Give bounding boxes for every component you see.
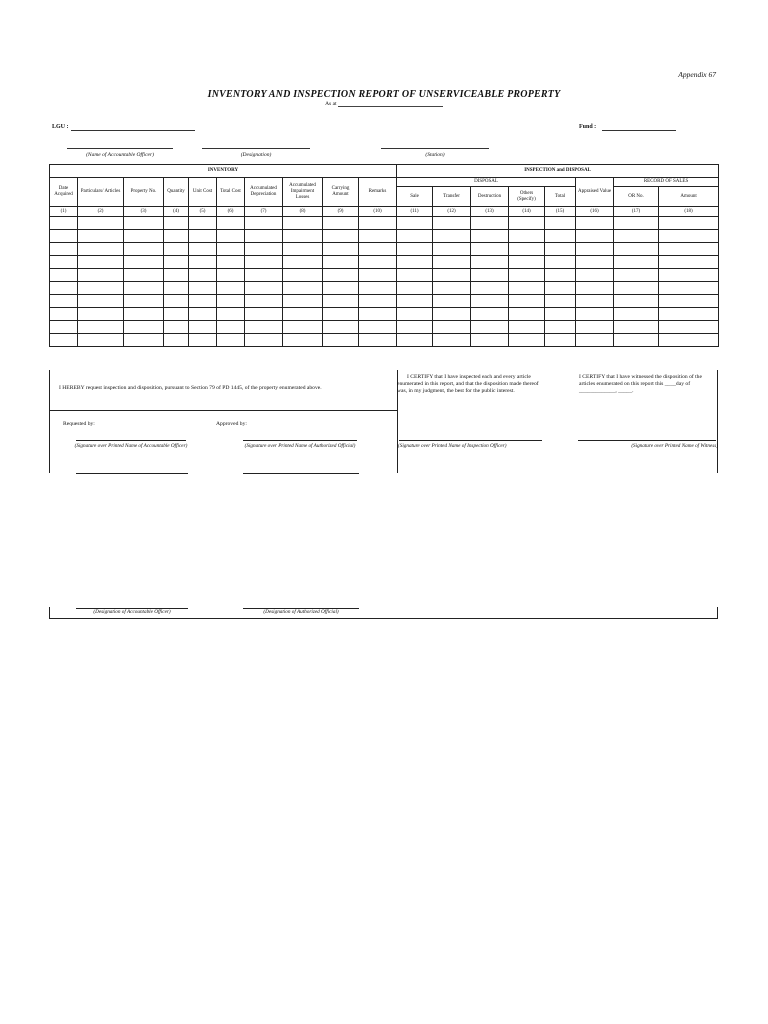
table-cell[interactable] (217, 269, 245, 282)
table-row (50, 295, 719, 308)
col-header: OR No. (614, 187, 659, 207)
table-cell[interactable] (283, 308, 323, 321)
table-cell[interactable] (614, 295, 659, 308)
table-cell[interactable] (323, 269, 359, 282)
col-number: (6) (217, 207, 245, 217)
inspection-disposal-header: INSPECTION and DISPOSAL (397, 165, 719, 178)
table-cell[interactable] (397, 256, 433, 269)
table-cell[interactable] (576, 282, 614, 295)
table-cell[interactable] (189, 217, 217, 230)
column-numbers-row (50, 207, 719, 217)
border-bottom (49, 618, 718, 619)
table-cell[interactable] (471, 256, 509, 269)
appendix-label: Appendix 67 (678, 70, 716, 79)
table-cell[interactable] (164, 308, 189, 321)
col-number: (7) (245, 207, 283, 217)
as-at-line (0, 101, 768, 107)
border-right-bottom (717, 607, 718, 618)
table-cell[interactable] (659, 217, 719, 230)
table-cell[interactable] (78, 269, 124, 282)
table-cell[interactable] (545, 308, 576, 321)
table-cell[interactable] (50, 334, 78, 347)
table-cell[interactable] (545, 334, 576, 347)
table-cell[interactable] (509, 321, 545, 334)
col-number: (10) (359, 207, 397, 217)
lgu-label: LGU : (52, 124, 69, 130)
table-cell[interactable] (359, 217, 397, 230)
table-cell[interactable] (189, 308, 217, 321)
table-cell[interactable] (245, 230, 283, 243)
col-header: Accumulated Impairment Losses (283, 178, 323, 207)
table-cell[interactable] (471, 243, 509, 256)
table-cell[interactable] (545, 217, 576, 230)
table-cell[interactable] (471, 282, 509, 295)
table-cell[interactable] (189, 230, 217, 243)
table-cell[interactable] (433, 217, 471, 230)
table-cell[interactable] (614, 282, 659, 295)
table-cell[interactable] (545, 295, 576, 308)
table-cell[interactable] (576, 269, 614, 282)
table-cell[interactable] (164, 334, 189, 347)
table-cell[interactable] (124, 269, 164, 282)
col-header: Date Acquired (50, 178, 78, 207)
table-cell[interactable] (245, 269, 283, 282)
col-header: Transfer (433, 187, 471, 207)
table-cell[interactable] (614, 308, 659, 321)
table-cell[interactable] (576, 256, 614, 269)
table-cell[interactable] (659, 308, 719, 321)
table-cell[interactable] (359, 334, 397, 347)
table-cell[interactable] (545, 243, 576, 256)
as-at-label: As at (325, 101, 337, 107)
table-cell[interactable] (545, 230, 576, 243)
table-cell[interactable] (283, 334, 323, 347)
table-cell[interactable] (283, 321, 323, 334)
accountable-name-line[interactable] (76, 473, 188, 474)
col-header: Accumulated Depreciation (245, 178, 283, 207)
table-cell[interactable] (164, 269, 189, 282)
table-cell[interactable] (433, 282, 471, 295)
table-cell[interactable] (576, 217, 614, 230)
approved-by-label: Approved by: (216, 421, 247, 427)
table-cell[interactable] (283, 230, 323, 243)
witness-signature-line[interactable] (578, 440, 716, 441)
designation-accountable-caption: (Designation of Accountable Officer) (93, 609, 171, 615)
table-cell[interactable] (659, 243, 719, 256)
table-cell[interactable] (50, 230, 78, 243)
col-number: (2) (78, 207, 124, 217)
table-cell[interactable] (245, 308, 283, 321)
table-cell[interactable] (614, 334, 659, 347)
col-number: (9) (323, 207, 359, 217)
table-cell[interactable] (189, 334, 217, 347)
designation-field[interactable] (202, 142, 310, 149)
table-cell[interactable] (576, 321, 614, 334)
border-left (49, 370, 50, 473)
col-header: Quantity (164, 178, 189, 207)
col-number: (17) (614, 207, 659, 217)
table-cell[interactable] (359, 282, 397, 295)
table-cell[interactable] (509, 230, 545, 243)
disposal-header: DISPOSAL (397, 178, 576, 187)
table-cell[interactable] (50, 282, 78, 295)
table-cell[interactable] (471, 295, 509, 308)
table-cell[interactable] (164, 321, 189, 334)
table-cell[interactable] (614, 269, 659, 282)
table-cell[interactable] (323, 256, 359, 269)
table-cell[interactable] (509, 269, 545, 282)
col-number: (16) (576, 207, 614, 217)
table-cell[interactable] (433, 295, 471, 308)
table-cell[interactable] (124, 334, 164, 347)
col-header: Destruction (471, 187, 509, 207)
table-cell[interactable] (359, 269, 397, 282)
inventory-header: INVENTORY (50, 165, 397, 178)
col-number: (4) (164, 207, 189, 217)
table-cell[interactable] (397, 230, 433, 243)
witness-signature-caption: (Signature over Printed Name of Witness) (631, 443, 718, 449)
table-cell[interactable] (545, 282, 576, 295)
table-cell[interactable] (124, 295, 164, 308)
table-cell[interactable] (359, 295, 397, 308)
table-cell[interactable] (359, 243, 397, 256)
station-caption: (Station) (425, 152, 445, 158)
table-cell[interactable] (576, 243, 614, 256)
border-right (717, 370, 718, 473)
col-number: (13) (471, 207, 509, 217)
fund-field[interactable] (602, 124, 676, 131)
table-cell[interactable] (576, 334, 614, 347)
table-cell[interactable] (217, 282, 245, 295)
table-cell[interactable] (245, 256, 283, 269)
table-cell[interactable] (217, 243, 245, 256)
table-row (50, 282, 719, 295)
col-number: (8) (283, 207, 323, 217)
table-cell[interactable] (614, 230, 659, 243)
table-cell[interactable] (50, 295, 78, 308)
table-cell[interactable] (397, 334, 433, 347)
table-row (50, 321, 719, 334)
table-cell[interactable] (124, 308, 164, 321)
col-header: Carrying Amount (323, 178, 359, 207)
table-cell[interactable] (576, 308, 614, 321)
col-header: Total (545, 187, 576, 207)
table-cell[interactable] (433, 321, 471, 334)
requested-by-label: Requested by: (63, 421, 95, 427)
designation-authorized-caption: (Designation of Authorized Official) (263, 609, 339, 615)
table-cell[interactable] (614, 321, 659, 334)
table-cell[interactable] (323, 308, 359, 321)
table-cell[interactable] (509, 295, 545, 308)
table-row (50, 243, 719, 256)
table-cell[interactable] (359, 230, 397, 243)
table-cell[interactable] (189, 282, 217, 295)
accountable-signature-caption: (Signature over Printed Name of Accountable Officer) (74, 443, 188, 449)
table-cell[interactable] (283, 243, 323, 256)
table-cell[interactable] (78, 282, 124, 295)
inspection-signature-caption: (Signature over Printed Name of Inspection Officer) (398, 443, 507, 449)
inspection-signature-line[interactable] (399, 440, 542, 441)
col-number: (1) (50, 207, 78, 217)
table-cell[interactable] (283, 217, 323, 230)
col-header: Total Cost (217, 178, 245, 207)
col-number: (3) (124, 207, 164, 217)
col-header: Others (Specify) (509, 187, 545, 207)
record-of-sales-header: RECORD OF SALES (614, 178, 719, 187)
as-at-blank[interactable] (338, 101, 443, 107)
table-cell[interactable] (545, 269, 576, 282)
table-cell[interactable] (397, 217, 433, 230)
inventory-table (49, 164, 719, 347)
table-cell[interactable] (217, 334, 245, 347)
table-cell[interactable] (576, 295, 614, 308)
table-cell[interactable] (217, 217, 245, 230)
table-cell[interactable] (164, 243, 189, 256)
divider-horizontal (49, 410, 398, 411)
table-cell[interactable] (283, 256, 323, 269)
table-cell[interactable] (217, 308, 245, 321)
table-cell[interactable] (397, 243, 433, 256)
table-cell[interactable] (50, 217, 78, 230)
table-cell[interactable] (397, 295, 433, 308)
table-cell[interactable] (433, 334, 471, 347)
table-row (50, 269, 719, 282)
table-cell[interactable] (323, 243, 359, 256)
table-row (50, 308, 719, 321)
col-header: Appraised Value (576, 178, 614, 207)
table-cell[interactable] (217, 321, 245, 334)
table-cell[interactable] (323, 282, 359, 295)
table-cell[interactable] (124, 243, 164, 256)
col-number: (5) (189, 207, 217, 217)
col-number: (14) (509, 207, 545, 217)
table-cell[interactable] (124, 230, 164, 243)
table-cell[interactable] (245, 282, 283, 295)
table-cell[interactable] (50, 269, 78, 282)
authorized-signature-line[interactable] (243, 440, 357, 441)
table-cell[interactable] (659, 334, 719, 347)
col-number: (18) (659, 207, 719, 217)
table-cell[interactable] (659, 282, 719, 295)
table-cell[interactable] (433, 243, 471, 256)
table-cell[interactable] (659, 295, 719, 308)
table-cell[interactable] (359, 256, 397, 269)
table-cell[interactable] (189, 295, 217, 308)
table-cell[interactable] (509, 308, 545, 321)
table-cell[interactable] (397, 321, 433, 334)
table-cell[interactable] (614, 243, 659, 256)
table-cell[interactable] (471, 269, 509, 282)
table-cell[interactable] (659, 269, 719, 282)
table-cell[interactable] (245, 334, 283, 347)
report-title: INVENTORY AND INSPECTION REPORT OF UNSERVICEABLE PROPERTY (207, 89, 561, 100)
table-cell[interactable] (433, 256, 471, 269)
table-cell[interactable] (78, 308, 124, 321)
table-cell[interactable] (50, 256, 78, 269)
table-cell[interactable] (509, 334, 545, 347)
table-row (50, 256, 719, 269)
table-cell[interactable] (323, 321, 359, 334)
table-cell[interactable] (359, 321, 397, 334)
table-cell[interactable] (124, 256, 164, 269)
accountable-designation-line[interactable] (76, 608, 188, 609)
col-number: (11) (397, 207, 433, 217)
certification-section (49, 370, 718, 618)
accountable-signature-line[interactable] (76, 440, 186, 441)
table-cell[interactable] (397, 308, 433, 321)
table-cell[interactable] (78, 217, 124, 230)
table-cell[interactable] (50, 243, 78, 256)
table-cell[interactable] (124, 282, 164, 295)
table-cell[interactable] (323, 334, 359, 347)
table-cell[interactable] (245, 295, 283, 308)
col-number: (15) (545, 207, 576, 217)
table-cell[interactable] (509, 256, 545, 269)
table-row (50, 230, 719, 243)
table-cell[interactable] (323, 217, 359, 230)
table-cell[interactable] (397, 269, 433, 282)
table-cell[interactable] (217, 295, 245, 308)
authorized-name-line[interactable] (243, 473, 359, 474)
table-cell[interactable] (283, 295, 323, 308)
col-number: (12) (433, 207, 471, 217)
table-cell[interactable] (164, 282, 189, 295)
table-cell[interactable] (78, 256, 124, 269)
table-cell[interactable] (124, 217, 164, 230)
request-statement: I HEREBY request inspection and disposition, pursuant to Section 79 of PD 1445, of the property enumerated above. (59, 385, 322, 391)
table-cell[interactable] (78, 230, 124, 243)
table-cell[interactable] (217, 230, 245, 243)
table-cell[interactable] (659, 256, 719, 269)
table-cell[interactable] (471, 321, 509, 334)
col-header: Sale (397, 187, 433, 207)
table-cell[interactable] (433, 269, 471, 282)
table-cell[interactable] (576, 230, 614, 243)
table-cell[interactable] (397, 282, 433, 295)
table-cell[interactable] (78, 295, 124, 308)
col-header: Particulars/ Articles (78, 178, 124, 207)
table-cell[interactable] (164, 295, 189, 308)
table-cell[interactable] (189, 269, 217, 282)
border-left-bottom (49, 607, 50, 618)
col-header: Property No. (124, 178, 164, 207)
table-cell[interactable] (433, 308, 471, 321)
blank-rows (50, 217, 719, 347)
table-cell[interactable] (614, 256, 659, 269)
col-header: Amount (659, 187, 719, 207)
table-cell[interactable] (471, 217, 509, 230)
table-cell[interactable] (78, 243, 124, 256)
col-header: Unit Cost (189, 178, 217, 207)
inspection-certification: I CERTIFY that I have inspected each and every article enumerated in this report, and that the disposition made thereof was, in my judgment, the best for the public interest. (397, 374, 539, 394)
table-cell[interactable] (78, 321, 124, 334)
table-cell[interactable] (471, 334, 509, 347)
table-cell[interactable] (323, 230, 359, 243)
table-cell[interactable] (50, 308, 78, 321)
table-cell[interactable] (471, 230, 509, 243)
fund-label: Fund : (579, 124, 597, 130)
table-cell[interactable] (433, 230, 471, 243)
table-cell[interactable] (659, 321, 719, 334)
table-cell[interactable] (471, 308, 509, 321)
table-cell[interactable] (283, 282, 323, 295)
table-row (50, 217, 719, 230)
table-cell[interactable] (245, 217, 283, 230)
table-cell[interactable] (323, 295, 359, 308)
table-cell[interactable] (614, 217, 659, 230)
table-cell[interactable] (509, 243, 545, 256)
table-cell[interactable] (78, 334, 124, 347)
name-caption: (Name of Accountable Officer) (86, 152, 154, 158)
designation-caption: (Designation) (240, 152, 272, 158)
table-cell[interactable] (545, 321, 576, 334)
lgu-field[interactable] (71, 124, 195, 131)
table-cell[interactable] (164, 256, 189, 269)
witness-certification: I CERTIFY that I have witnessed the disposition of the articles enumerated on this report this ____day of _____________, _____. (579, 374, 702, 394)
table-cell[interactable] (124, 321, 164, 334)
table-cell[interactable] (545, 256, 576, 269)
table-cell[interactable] (217, 256, 245, 269)
table-cell[interactable] (509, 282, 545, 295)
table-cell[interactable] (245, 321, 283, 334)
table-cell[interactable] (245, 243, 283, 256)
accountable-officer-name-field[interactable] (67, 142, 173, 149)
table-cell[interactable] (189, 243, 217, 256)
authorized-signature-caption: (Signature over Printed Name of Authorized Official) (244, 443, 356, 449)
table-cell[interactable] (164, 217, 189, 230)
table-cell[interactable] (283, 269, 323, 282)
authorized-designation-line[interactable] (243, 608, 359, 609)
station-field[interactable] (381, 142, 489, 149)
table-row (50, 334, 719, 347)
col-header: Remarks (359, 178, 397, 207)
table-cell[interactable] (659, 230, 719, 243)
table-cell[interactable] (50, 321, 78, 334)
table-cell[interactable] (189, 256, 217, 269)
table-cell[interactable] (164, 230, 189, 243)
table-cell[interactable] (359, 308, 397, 321)
table-cell[interactable] (509, 217, 545, 230)
table-cell[interactable] (189, 321, 217, 334)
